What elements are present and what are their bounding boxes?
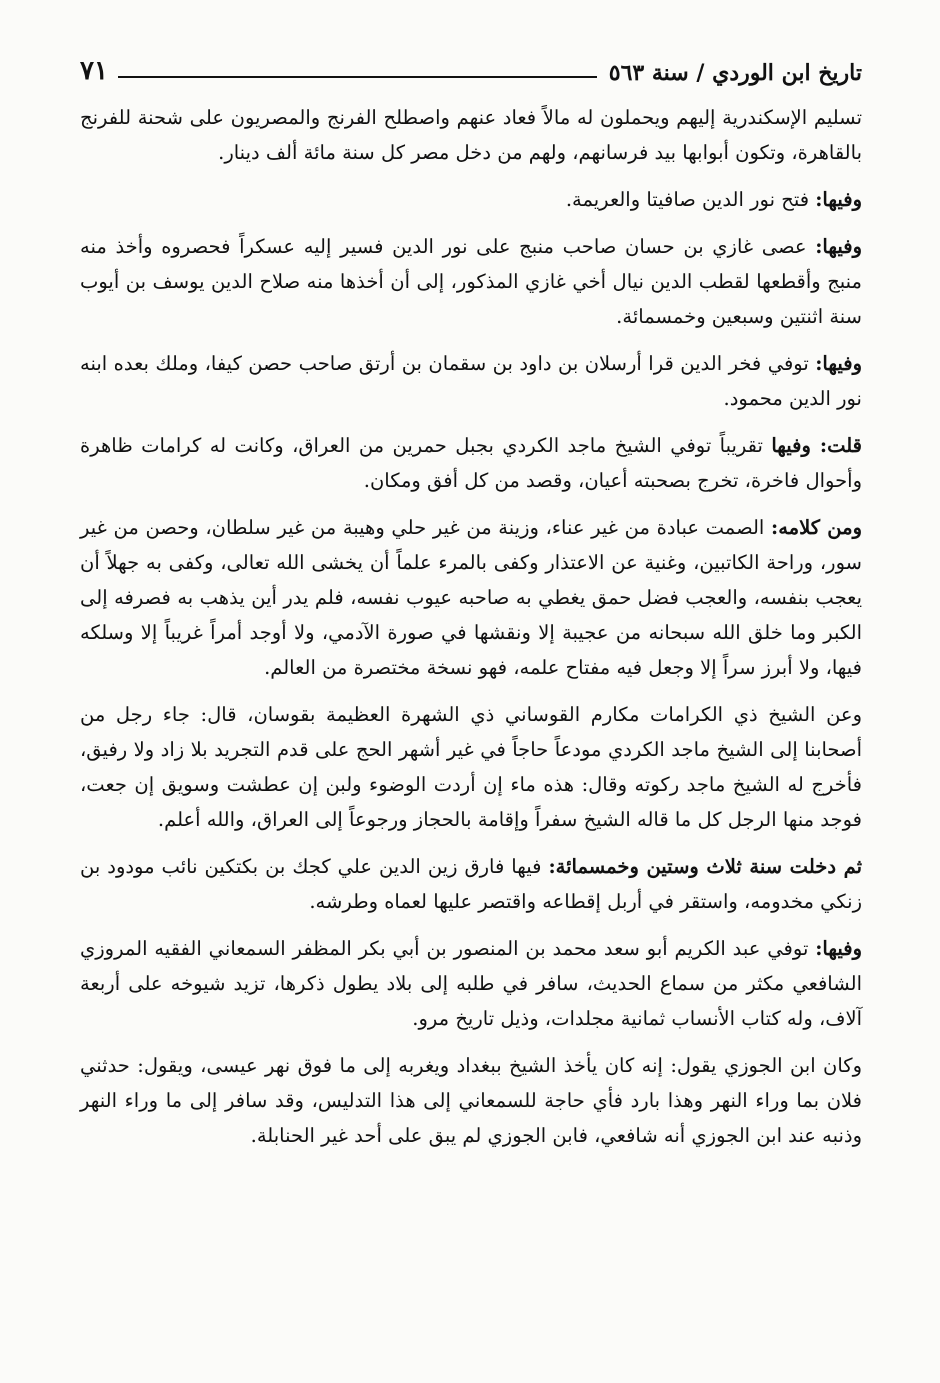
paragraph: تسليم الإسكندرية إليهم ويحملون له مالاً فعاد عنهم واصطلح الفرنج والمصريون على شحنة للفرنج بالقاهرة، وتكون أبوابها بيد فرسانهم، ولهم من دخل مصر كل سنة مائة ألف دينار. bbox=[80, 106, 862, 164]
paragraph: وفيها: عصى غازي بن حسان صاحب منبج على نور الدين فسير إليه عسكراً فحصروه وأخذ منه منبج وأقطعها لقطب الدين نيال أخي غازي المذكور، إلى أن أخذها منه صلاح الدين يوسف بن أيوب سنة اثنتين وسبعين وخمسمائة. bbox=[80, 235, 862, 328]
running-title: تاريخ ابن الوردي / سنة ٥٦٣ bbox=[608, 60, 862, 86]
paragraph: وفيها: توفي عبد الكريم أبو سعد محمد بن المنصور بن أبي بكر المظفر السمعاني الفقيه المروزي الشافعي مكثر من سماع الحديث، سافر في طلبه إلى بلاد يطول ذكرها، تزيد شيوخه على أربعة آلاف، وله كتاب الأنساب ثمانية مجلدات، وذيل تاريخ مرو. bbox=[80, 937, 862, 1030]
page-header bbox=[80, 44, 862, 86]
paragraph: ثم دخلت سنة ثلاث وستين وخمسمائة: فيها فارق زين الدين علي كجك بن بكتكين نائب مودود بن زنكي مخدومه، واستقر في أربل إقطاعه واقتصر عليها لعماه وطرشه. bbox=[80, 855, 862, 913]
paragraph: قلت: وفيها تقريباً توفي الشيخ ماجد الكردي بجبل حمرين من العراق، وكانت له كرامات ظاهرة وأحوال فاخرة، تخرج بصحبته أعيان، وقصد من كل أفق ومكان. bbox=[80, 434, 862, 492]
paragraph: وفيها: فتح نور الدين صافيتا والعريمة. bbox=[565, 188, 862, 211]
paragraph: وعن الشيخ ذي الكرامات مكارم القوساني ذي الشهرة العظيمة بقوسان، قال: جاء رجل من أصحابنا إلى الشيخ ماجد الكردي مودعاً حاجاً في غير أشهر الحج على قدم التجريد بلا زاد ولا رفيق، فأخرج له الشيخ ماجد ركوته وقال: هذه ماء إن أردت الوضوء ولبن إن عطشت وسويق إن جعت، فوجد منها الرجل كل ما قاله الشيخ سفراً وإقامة بالحجاز ورجوعاً إلى العراق، والله أعلم. bbox=[80, 703, 862, 831]
page-body bbox=[80, 100, 862, 1153]
page-number: ٧١ bbox=[80, 56, 108, 86]
paragraph: وكان ابن الجوزي يقول: إنه كان يأخذ الشيخ ببغداد ويغربه إلى ما فوق نهر عيسى، ويقول: حدثني فلان بما وراء النهر وهذا بارد فأي حاجة للسمعاني إلى هذا التدليس، وقد سافر إلى ما وراء النهر وذنبه عند ابن الجوزي أنه شافعي، فابن الجوزي لم يبق على أحد غير الحنابلة. bbox=[80, 1054, 862, 1147]
paragraph: ومن كلامه: الصمت عبادة من غير عناء، وزينة من غير حلي وهيبة من غير سلطان، وحصن من غير سور، وراحة الكاتبين، وغنية عن الاعتذار وكفى بالمرء علماً أن يخشى الله تعالى، وكفى به جهلاً أن يعجب بنفسه، والعجب فضل حمق يغطي به صاحبه عيوب نفسه، فلم يدر أين يذهب به فصرفه إلى الكبر وما خلق الله سبحانه من عجيبة إلا ونقشها في صورة الآدمي، ولا أوجد أمراً غريباً إلا وسلكه فيها، ولا أبرز سراً إلا وجعل فيه مفتاح علمه، فهو نسخة مختصرة من العالم. bbox=[80, 516, 862, 679]
header-rule bbox=[118, 76, 597, 78]
paragraph: وفيها: توفي فخر الدين قرا أرسلان بن داود بن سقمان بن أرتق صاحب حصن كيفا، وملك بعده ابنه نور الدين محمود. bbox=[80, 352, 862, 410]
